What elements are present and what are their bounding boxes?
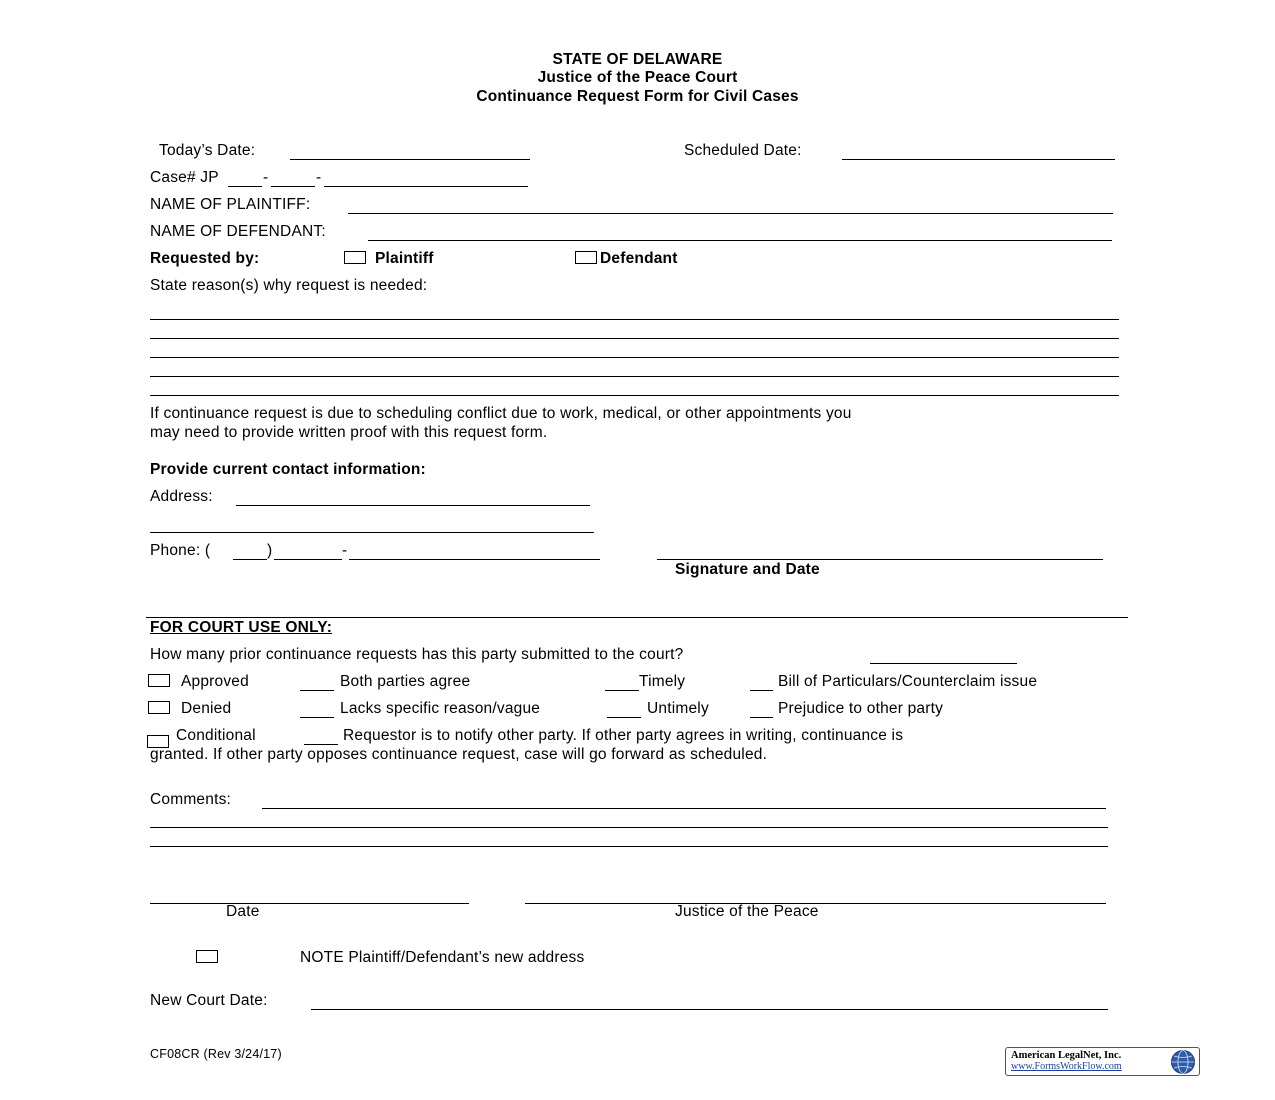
signature-label: Signature and Date bbox=[675, 561, 820, 578]
reason-label: State reason(s) why request is needed: bbox=[150, 277, 428, 294]
denied-checkbox[interactable] bbox=[148, 701, 170, 714]
new-address-label: NOTE Plaintiff/Defendant’s new address bbox=[300, 949, 585, 966]
case-number-part2[interactable] bbox=[271, 186, 315, 187]
comments-line[interactable] bbox=[150, 846, 1108, 847]
prior-requests-question: How many prior continuance requests has this party submitted to the court? bbox=[150, 646, 684, 663]
plaintiff-checkbox[interactable] bbox=[344, 251, 366, 264]
defendant-name-field[interactable] bbox=[368, 240, 1112, 241]
reason-line[interactable] bbox=[150, 319, 1119, 320]
reason-line[interactable] bbox=[150, 357, 1119, 358]
requested-by-label: Requested by: bbox=[150, 250, 260, 267]
defendant-name-label: NAME OF DEFENDANT: bbox=[150, 223, 326, 240]
contact-heading: Provide current contact information: bbox=[150, 461, 426, 478]
defendant-checkbox[interactable] bbox=[575, 251, 597, 264]
scheduled-date-label: Scheduled Date: bbox=[684, 142, 802, 159]
defendant-checkbox-label: Defendant bbox=[600, 250, 678, 267]
approved-checkbox[interactable] bbox=[148, 674, 170, 687]
globe-icon bbox=[1170, 1049, 1196, 1075]
untimely-blank[interactable] bbox=[607, 717, 641, 718]
timely-blank[interactable] bbox=[605, 690, 639, 691]
justice-label: Justice of the Peace bbox=[675, 903, 819, 920]
phone-area-code-field[interactable] bbox=[233, 559, 267, 560]
requestor-note-line1: Requestor is to notify other party. If other party agrees in writing, continuance is bbox=[343, 727, 904, 744]
todays-date-label: Today’s Date: bbox=[159, 142, 256, 159]
prejudice-label: Prejudice to other party bbox=[778, 700, 944, 717]
address-field[interactable] bbox=[236, 505, 590, 506]
section-divider bbox=[146, 617, 1128, 618]
plaintiff-name-field[interactable] bbox=[348, 213, 1113, 214]
untimely-label: Untimely bbox=[647, 700, 709, 717]
plaintiff-name-label: NAME OF PLAINTIFF: bbox=[150, 196, 311, 213]
comments-field[interactable] bbox=[262, 808, 1106, 809]
requestor-blank[interactable] bbox=[304, 744, 338, 745]
conditional-label: Conditional bbox=[176, 727, 256, 744]
case-number-sep: - bbox=[263, 169, 269, 186]
bill-label: Bill of Particulars/Counterclaim issue bbox=[778, 673, 1038, 690]
logo-brand-name: American LegalNet, Inc. bbox=[1011, 1050, 1122, 1061]
plaintiff-checkbox-label: Plaintiff bbox=[375, 250, 434, 267]
reason-line[interactable] bbox=[150, 338, 1119, 339]
forms-workflow-logo[interactable] bbox=[1005, 1047, 1200, 1076]
both-agree-label: Both parties agree bbox=[340, 673, 471, 690]
case-number-label: Case# JP bbox=[150, 169, 219, 186]
new-address-checkbox[interactable] bbox=[196, 950, 218, 963]
new-court-date-label: New Court Date: bbox=[150, 992, 268, 1009]
phone-number-field[interactable] bbox=[349, 559, 600, 560]
lacks-label: Lacks specific reason/vague bbox=[340, 700, 541, 717]
timely-label: Timely bbox=[639, 673, 686, 690]
comments-label: Comments: bbox=[150, 791, 232, 808]
bill-blank[interactable] bbox=[750, 690, 773, 691]
comments-line[interactable] bbox=[150, 827, 1108, 828]
court-date-field[interactable] bbox=[150, 903, 469, 904]
form-state-title: STATE OF DELAWARE bbox=[552, 51, 723, 68]
address-label: Address: bbox=[150, 488, 213, 505]
requestor-note-line2: granted. If other party opposes continuance request, case will go forward as scheduled. bbox=[150, 746, 768, 763]
logo-brand-url[interactable]: www.FormsWorkFlow.com bbox=[1011, 1061, 1122, 1072]
scheduled-date-field[interactable] bbox=[842, 159, 1115, 160]
todays-date-field[interactable] bbox=[290, 159, 530, 160]
phone-label: Phone: ( bbox=[150, 542, 211, 559]
approved-label: Approved bbox=[181, 673, 249, 690]
signature-field[interactable] bbox=[657, 559, 1103, 560]
denied-label: Denied bbox=[181, 700, 232, 717]
both-agree-blank[interactable] bbox=[300, 690, 334, 691]
court-use-heading: FOR COURT USE ONLY: bbox=[150, 619, 333, 636]
lacks-blank[interactable] bbox=[300, 717, 334, 718]
new-court-date-field[interactable] bbox=[311, 1009, 1108, 1010]
address-field-line2[interactable] bbox=[150, 532, 594, 533]
court-date-label: Date bbox=[226, 903, 260, 920]
reason-line[interactable] bbox=[150, 376, 1119, 377]
proof-note-line2: may need to provide written proof with this request form. bbox=[150, 424, 548, 441]
phone-prefix-field[interactable] bbox=[274, 559, 342, 560]
phone-paren: ) bbox=[267, 542, 273, 559]
case-number-part3[interactable] bbox=[324, 186, 528, 187]
prior-requests-field[interactable] bbox=[870, 663, 1017, 664]
case-number-sep: - bbox=[316, 169, 322, 186]
proof-note-line1: If continuance request is due to scheduling conflict due to work, medical, or other appointments you bbox=[150, 405, 852, 422]
form-title: Continuance Request Form for Civil Cases bbox=[476, 88, 799, 105]
reason-line[interactable] bbox=[150, 395, 1119, 396]
phone-dash: - bbox=[342, 542, 348, 559]
prejudice-blank[interactable] bbox=[750, 717, 773, 718]
form-court-title: Justice of the Peace Court bbox=[537, 69, 738, 86]
case-number-part1[interactable] bbox=[228, 186, 262, 187]
form-id: CF08CR (Rev 3/24/17) bbox=[150, 1047, 282, 1061]
